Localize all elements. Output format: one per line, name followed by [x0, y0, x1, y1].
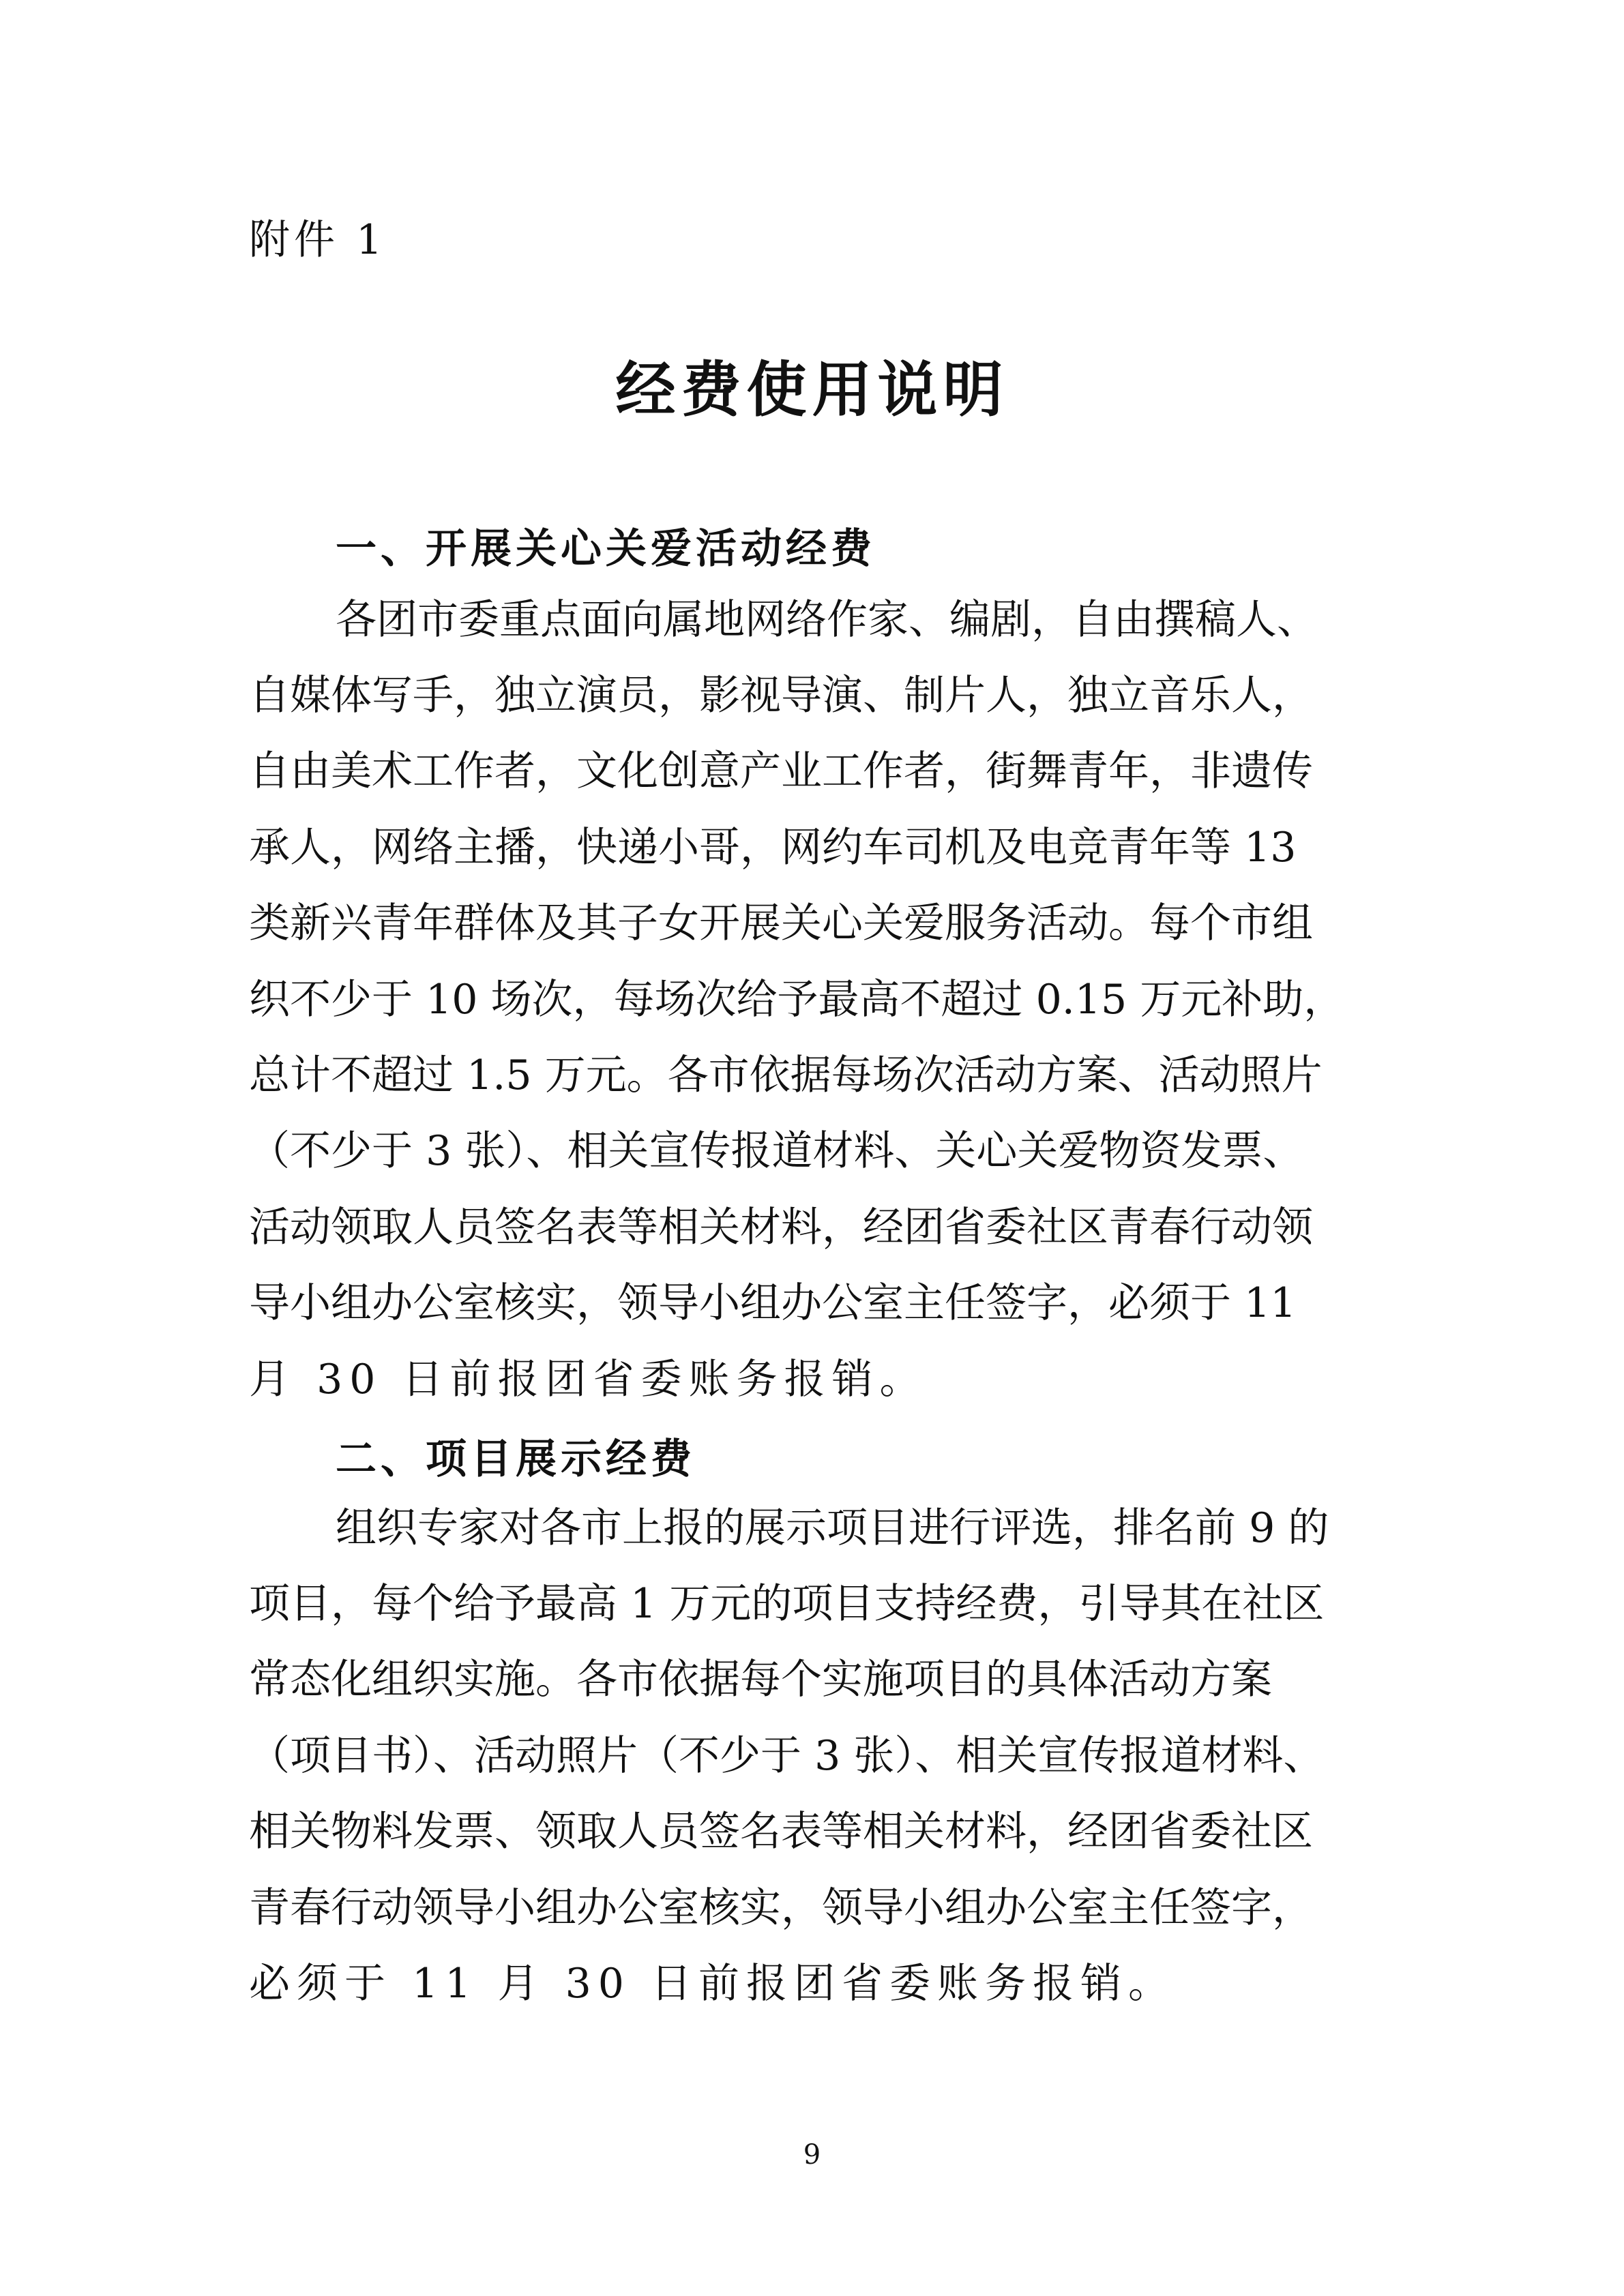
paragraph-line: 必须于 11 月 30 日前报团省委账务报销。 — [249, 1960, 1176, 2008]
paragraph-line: （项目书）、活动照片（不少于 3 张）、相关宣传报道材料、 — [249, 1731, 1325, 1780]
paragraph-line: 承人，网络主播，快递小哥，网约车司机及电竞青年等 13 — [249, 823, 1297, 871]
paragraph-line: 总计不超过 1.5 万元。各市依据每场次活动方案、活动照片 — [249, 1052, 1323, 1100]
document-title: 经费使用说明 — [615, 355, 1009, 425]
section-2-heading: 二、项目展示经费 — [336, 1435, 696, 1483]
paragraph-line: 相关物料发票、领取人员签名表等相关材料，经团省委社区 — [249, 1808, 1313, 1856]
paragraph-line: 常态化组织实施。各市依据每个实施项目的具体活动方案 — [249, 1656, 1272, 1704]
paragraph-line: 组织专家对各市上报的展示项目进行评选，排名前 9 的 — [336, 1504, 1329, 1552]
paragraph-line: 自媒体写手，独立演员，影视导演、制片人，独立音乐人， — [249, 672, 1313, 720]
page-number: 9 — [803, 2139, 821, 2171]
section-1-heading: 一、开展关心关爱活动经费 — [336, 525, 876, 573]
paragraph-line: 织不少于 10 场次，每场次给予最高不超过 0.15 万元补助， — [249, 975, 1345, 1024]
paragraph-line: 青春行动领导小组办公室核实，领导小组办公室主任签字， — [249, 1883, 1313, 1932]
paragraph-line: 各团市委重点面向属地网络作家、编剧，自由撰稿人、 — [336, 595, 1318, 644]
paragraph-line: （不少于 3 张）、相关宣传报道材料、关心关爱物资发票、 — [249, 1127, 1304, 1176]
paragraph-line: 月 30 日前报团省委账务报销。 — [249, 1355, 928, 1403]
paragraph-line: 自由美术工作者，文化创意产业工作者，街舞青年，非遗传 — [249, 747, 1313, 796]
paragraph-line: 类新兴青年群体及其子女开展关心关爱服务活动。每个市组 — [249, 899, 1313, 948]
paragraph-line: 导小组办公室核实，领导小组办公室主任签字，必须于 11 — [249, 1279, 1297, 1328]
paragraph-line: 项目，每个给予最高 1 万元的项目支持经费，引导其在社区 — [249, 1580, 1325, 1628]
attachment-label: 附件 1 — [249, 216, 387, 264]
paragraph-line: 活动领取人员签名表等相关材料，经团省委社区青春行动领 — [249, 1203, 1313, 1251]
section-2-body — [249, 1487, 1381, 2018]
section-1-body — [249, 578, 1381, 1414]
